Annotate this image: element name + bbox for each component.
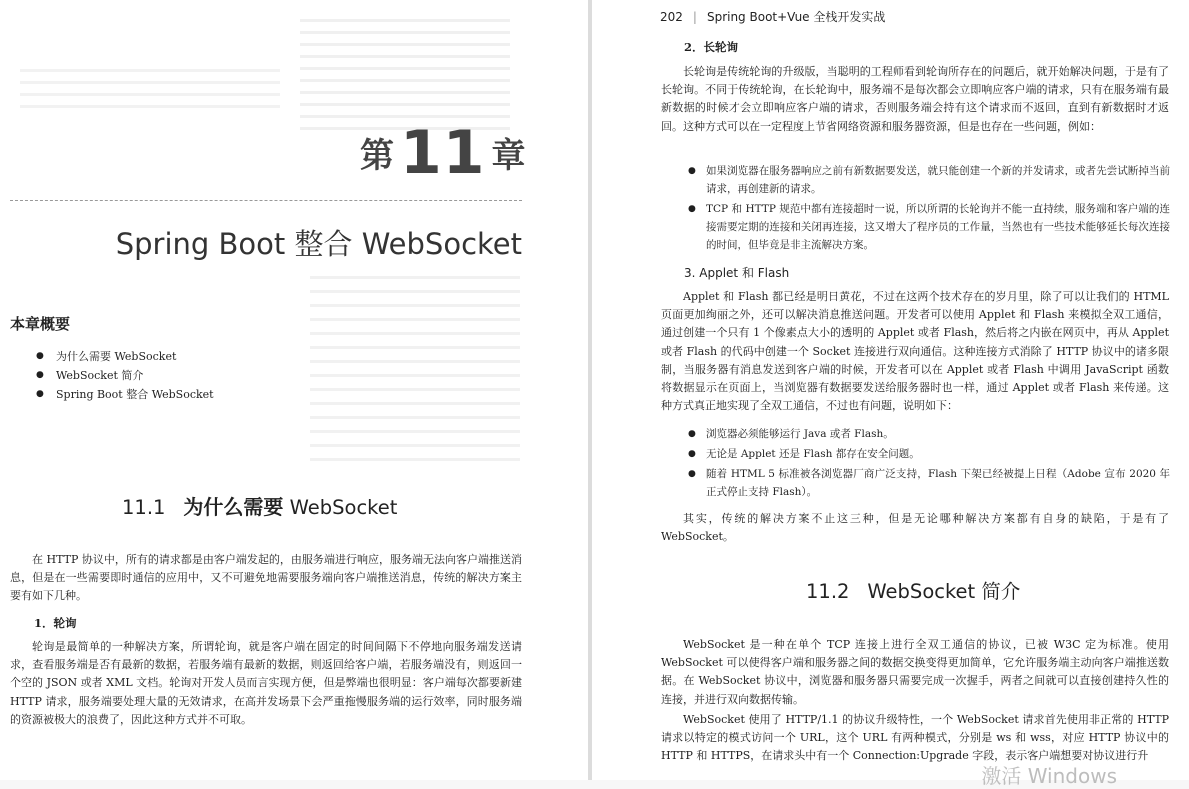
section-title-text: WebSocket 简介: [867, 580, 1021, 603]
list-item: ● 随着 HTML 5 标准被各浏览器厂商广泛支持，Flash 下架已经被提上日程（Adobe 宣布 2020 年正式停止支持 Flash）。: [684, 465, 1170, 501]
section-title-zh: 为什么需要: [183, 495, 284, 519]
list-item: ● 如果浏览器在服务器响应之前有新数据要发送，就只能创建一个新的并发请求，或者先尝试断掉当前请求，再创建新的请求。: [684, 162, 1170, 198]
intro-paragraph: 在 HTTP 协议中，所有的请求都是由客户端发起的，由服务端进行响应，服务端无法向客户端推送消息，但是在一些需要即时通信的应用中，又不可避免地需要服务端向客户端推送消息，传统的解决方案主要有如下几种。: [10, 553, 522, 603]
book-title: Spring Boot+Vue 全栈开发实战: [706, 10, 886, 24]
websocket-paragraph-1: WebSocket 是一种在单个 TCP 连接上进行全双工通信的协议，已被 W3C 定为标准。使用 WebSocket 可以使得客户端和服务器之间的数据交换变得更加简单，它允许服务端主动向客户端推送数据。在 WebSocket 协议中，浏览器和服务器只需要完成一次握手，两者之间就可以直接创建持久性的连接，并进行双向数据传输。: [661, 638, 1169, 706]
overview-list: [36, 347, 214, 404]
subheading-long-polling: 2．长轮询: [684, 40, 739, 54]
list-item: ● WebSocket 简介: [36, 366, 214, 385]
section-title-en: WebSocket: [289, 496, 398, 519]
section-number: 11.2: [806, 580, 850, 603]
long-polling-bullets: [684, 162, 1170, 254]
left-page: [0, 0, 588, 780]
section-number: 11.1: [122, 496, 166, 519]
chapter-title: Spring Boot 整合 WebSocket: [115, 227, 522, 261]
section-title-11-2: [806, 576, 1020, 604]
subheading-polling: 1．轮询: [34, 616, 77, 630]
show-through-texture: [300, 10, 510, 130]
activation-watermark: 激活 Windows: [981, 764, 1117, 788]
page-number: 202: [660, 10, 683, 24]
chapter-number: [360, 118, 526, 188]
list-item: ● 为什么需要 WebSocket: [36, 347, 214, 366]
list-item: ● TCP 和 HTTP 规范中都有连接超时一说，所以所谓的长轮询并不能一直持续，服务端和客户端的连接需要定期的连接和关闭再连接，这又增大了程序员的工作量，当然也有一些技术能够延长每次连接的时间，但毕竟是非主流解决方案。: [684, 200, 1170, 254]
list-item: ● 浏览器必须能够运行 Java 或者 Flash。: [684, 425, 1170, 443]
chapter-digits: 11: [400, 118, 486, 188]
polling-paragraph: 轮询是最简单的一种解决方案，所谓轮询，就是客户端在固定的时间间隔下不停地向服务端发送请求，查看服务端是否有最新的数据，若服务端有最新的数据，则返回给客户端，若服务端没有，则返回一个空的 JSON 或者 XML 文档。轮询对开发人员而言实现方便，但是弊端也很明显：客户端每次都要新建 HTTP 请求，服务端要处理大量的无效请求，在高并发场景下会严重拖慢服务端的运行效率，同时服务端的资源被极大的浪费了，因此这种方式并不可取。: [10, 640, 522, 726]
websocket-paragraph-2: WebSocket 使用了 HTTP/1.1 的协议升级特性，一个 WebSocket 请求首先使用非正常的 HTTP 请求以特定的模式访问一个 URL，这个 URL 有两种模式，分别是 ws 和 wss，对应 HTTP 协议中的 HTTP 和 HTTPS，在请求头中有一个 Connection:Upgrade 字段，表示客户端想要对协议进行升: [661, 713, 1169, 763]
list-item: ● Spring Boot 整合 WebSocket: [36, 385, 214, 404]
show-through-texture: [20, 60, 280, 110]
list-item: ● 无论是 Applet 还是 Flash 都存在安全问题。: [684, 445, 1170, 463]
long-polling-paragraph: 长轮询是传统轮询的升级版，当聪明的工程师看到轮询所存在的问题后，就开始解决问题，于是有了长轮询。不同于传统轮询，在长轮询中，服务端不是每次都会立即响应客户端的请求，只有在服务端有最新数据的时候才会立即响应客户端的请求，否则服务端会持有这个请求而不返回，直到有新数据时才返回。这种方式可以在一定程度上节省网络资源和服务器资源，但是也存在一些问题，例如：: [661, 65, 1169, 133]
applet-flash-bullets: [684, 425, 1170, 501]
running-head: 202 | Spring Boot+Vue 全栈开发实战: [660, 10, 886, 24]
subheading-applet-flash: 3. Applet 和 Flash: [684, 266, 790, 280]
summary-paragraph: 其实，传统的解决方案不止这三种，但是无论哪种解决方案都有自身的缺陷，于是有了 WebSocket。: [661, 512, 1169, 544]
section-title-11-1: [122, 491, 397, 520]
overview-title: 本章概要: [10, 315, 71, 333]
chapter-divider: [10, 200, 522, 201]
chapter-prefix: 第: [360, 136, 394, 176]
show-through-texture: [310, 265, 520, 465]
applet-flash-paragraph: Applet 和 Flash 都已经是明日黄花，不过在这两个技术存在的岁月里，除了可以让我们的 HTML 页面更加绚丽之外，还可以解决消息推送问题。开发者可以使用 Applet 和 Flash 来模拟全双工通信，通过创建一个只有 1 个像素点大小的透明的 Applet 或者 Flash，然后将之内嵌在网页中，再从 Applet 或者 Flash 的代码中创建一个 Socket 连接进行双向通信。这种连接方式消除了 HTTP 协议中的诸多限制，当服务器有消息发送到客户端的时候，开发者可以在 Applet 或者 Flash 中调用 JavaScript 函数将数据显示在页面上，当浏览器有数据要发送给服务器时也一样，通过 Applet 或者 Flash 来传递。这种方式真正地实现了全双工通信，不过也有问题，说明如下：: [661, 290, 1169, 413]
right-page: [592, 0, 1189, 780]
chapter-suffix: 章: [491, 136, 526, 176]
